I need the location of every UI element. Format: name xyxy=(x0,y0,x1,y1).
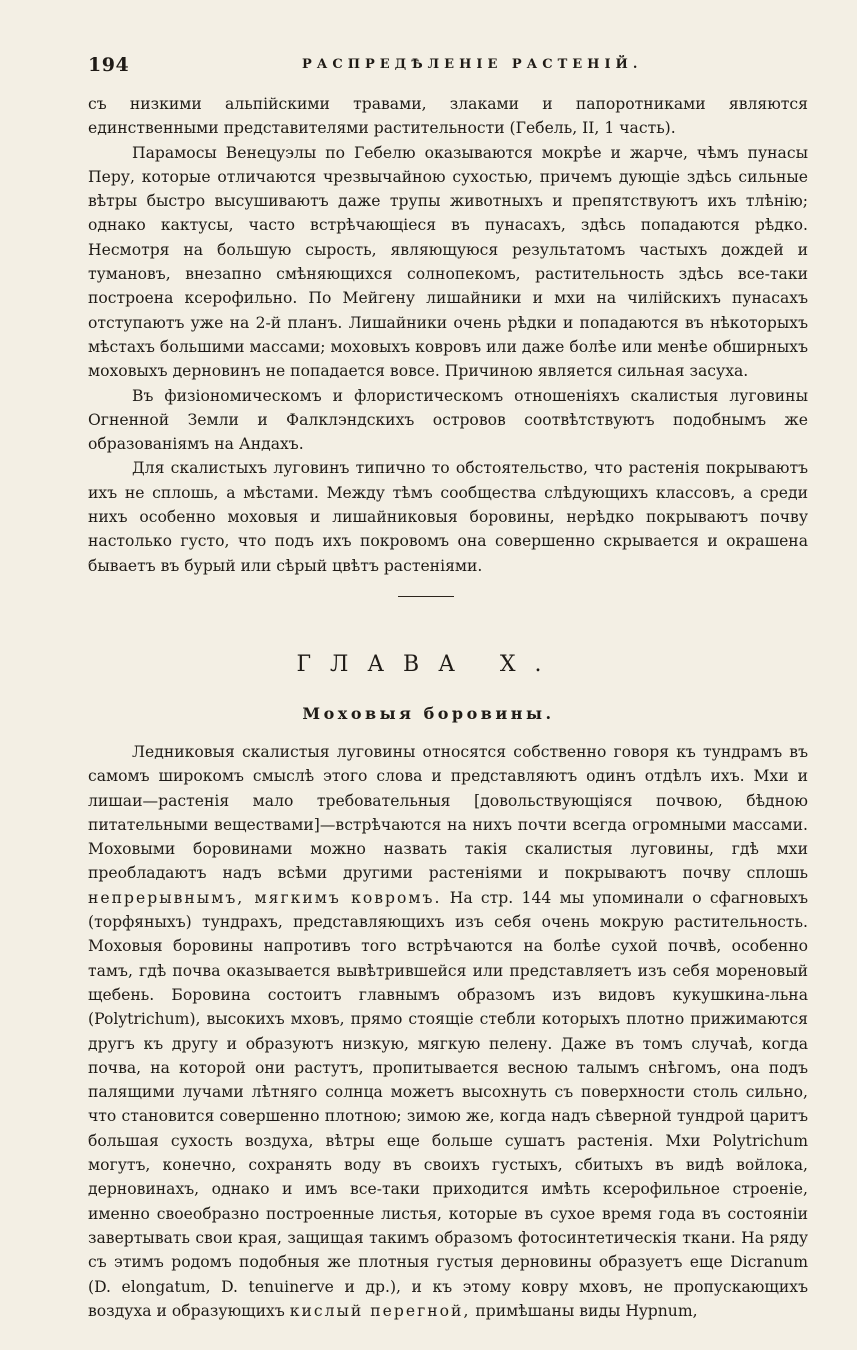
chapter-title: Моховыя боровины. xyxy=(302,704,555,723)
paragraph-text: Ледниковыя скалистыя луговины относятся собственно говоря къ тундрамъ въ самомъ широкомъ смыслѣ этого слова и представляютъ одинъ отдѣлъ ихъ. Мхи и лишаи—растенія мало требовательныя [довольствующіяся почвою, бѣдною питательными веществами]—встрѣчаются на нихъ почти всегда огромными массами. Моховыми боровинами можно назвать такія скалистыя луговины, гдѣ мхи преобладаютъ надъ всѣми другими растеніями и покрываютъ почву сплошь xyxy=(88,743,808,883)
paragraph-tierra-del-fuego: Въ физіономическомъ и флористическомъ отношеніяхъ скалистыя луговины Огненной Земли и Фалклэндскихъ островов соотвѣтствуютъ подобнымъ же образованіямъ на Андахъ. xyxy=(88,386,808,454)
chapter-heading: ГЛАВА X. xyxy=(296,652,561,677)
paragraph-moss-heaths xyxy=(88,740,808,1323)
paragraph-continuation: съ низкими альпійскими травами, злаками и папоротниками являются единственными представителями растительности (Гебель, II, 1 часть). xyxy=(88,95,808,138)
page-header xyxy=(88,50,808,80)
paragraph-rocky-meadows: Для скалистыхъ луговинъ типично то обстоятельство, что растенія покрываютъ ихъ не сплошь, а мѣстами. Между тѣмъ сообщества слѣдующихъ классовъ, а среди нихъ особенно моховыя и лишайниковыя боровины, нерѣдко покрываютъ почву настолько густо, что подъ ихъ покровомъ она совершенно скрывается и окрашена бываетъ въ бурый или сѣрый цвѣтъ растеніями. xyxy=(88,459,808,575)
running-title: РАСПРЕДѢЛЕНІЕ РАСТЕНІЙ. xyxy=(302,57,643,72)
section-divider xyxy=(398,596,454,597)
paragraph-text: На стр. 144 мы упоминали о сфагновыхъ (торфяныхъ) тундрахъ, представляющихъ изъ себя очень мокрую растительность. Моховыя боровины напротивъ того встрѣчаются на болѣе сухой почвѣ, особенно тамъ, гдѣ почва оказывается вывѣтрившейся или представляетъ изъ себя мореновый щебень. Боровина состоитъ главнымъ образомъ изъ видовъ кукушкина-льна (Polytrichum), высокихъ мховъ, прямо стоящіе стебли которыхъ плотно прижимаются другъ къ другу и образуютъ низкую, мягкую пелену. Даже въ томъ случаѣ, когда почва, на которой они растутъ, пропитывается весною талымъ снѣгомъ, она подъ палящими лучами лѣтняго солнца можетъ высохнуть съ поверхности столь сильно, что становится совершенно плотною; зимою же, когда надъ сѣверной тундрой царитъ большая сухость воздуха, вѣтры еще больше сушатъ растенія. Мхи Polytrichum могутъ, конечно, сохранять воду въ своихъ густыхъ, сбитыхъ въ видѣ войлока, дерновинахъ, однако и имъ все-таки приходится имѣть ксерофильное строеніе, именно своеобразно построенные листья, которые въ сухое время года въ состояніи завертывать свои края, защищая такимъ образомъ фотосинтетическія ткани. На ряду съ этимъ родомъ подобныя же плотныя густыя дерновины образуетъ еще Dicranum (D. elongatum, D. tenuinerve и др.), и къ этому ковру мховъ, не пропускающихъ воздуха и образующихъ xyxy=(88,888,808,1320)
spaced-emphasis: кислый перегной, xyxy=(289,1301,471,1320)
chapter-text-block xyxy=(88,740,808,1323)
top-text-block xyxy=(88,92,808,578)
paragraph-paramos: Парамосы Венецуэлы по Гебелю оказываются мокрѣе и жарче, чѣмъ пунасы Перу, которые отличаются чрезвычайною сухостью, причемъ дующіе здѣсь сильные вѣтры быстро высушиваютъ даже трупы животныхъ и препятствуютъ ихъ тлѣнію; однако кактусы, часто встрѣчающіеся въ пунасахъ, здѣсь попадаются рѣдко. Несмотря на большую сырость, являющуюся результатомъ частыхъ дождей и тумановъ, внезапно смѣняющихся солнопекомъ, растительность здѣсь все-таки построена ксерофильно. По Мейгену лишайники и мхи на чилійскихъ пунасахъ отступаютъ уже на 2-й планъ. Лишайники очень рѣдки и попадаются въ нѣкоторыхъ мѣстахъ большими массами; моховыхъ ковровъ или даже болѣе или менѣе обширныхъ моховыхъ дерновинъ не попадается вовсе. Причиною является сильная засуха. xyxy=(88,143,808,381)
spaced-emphasis: непрерывнымъ, мягкимъ ковромъ. xyxy=(88,888,442,907)
paragraph-text: примѣшаны виды Hypnum, xyxy=(470,1301,698,1320)
page-number: 194 xyxy=(88,54,130,76)
